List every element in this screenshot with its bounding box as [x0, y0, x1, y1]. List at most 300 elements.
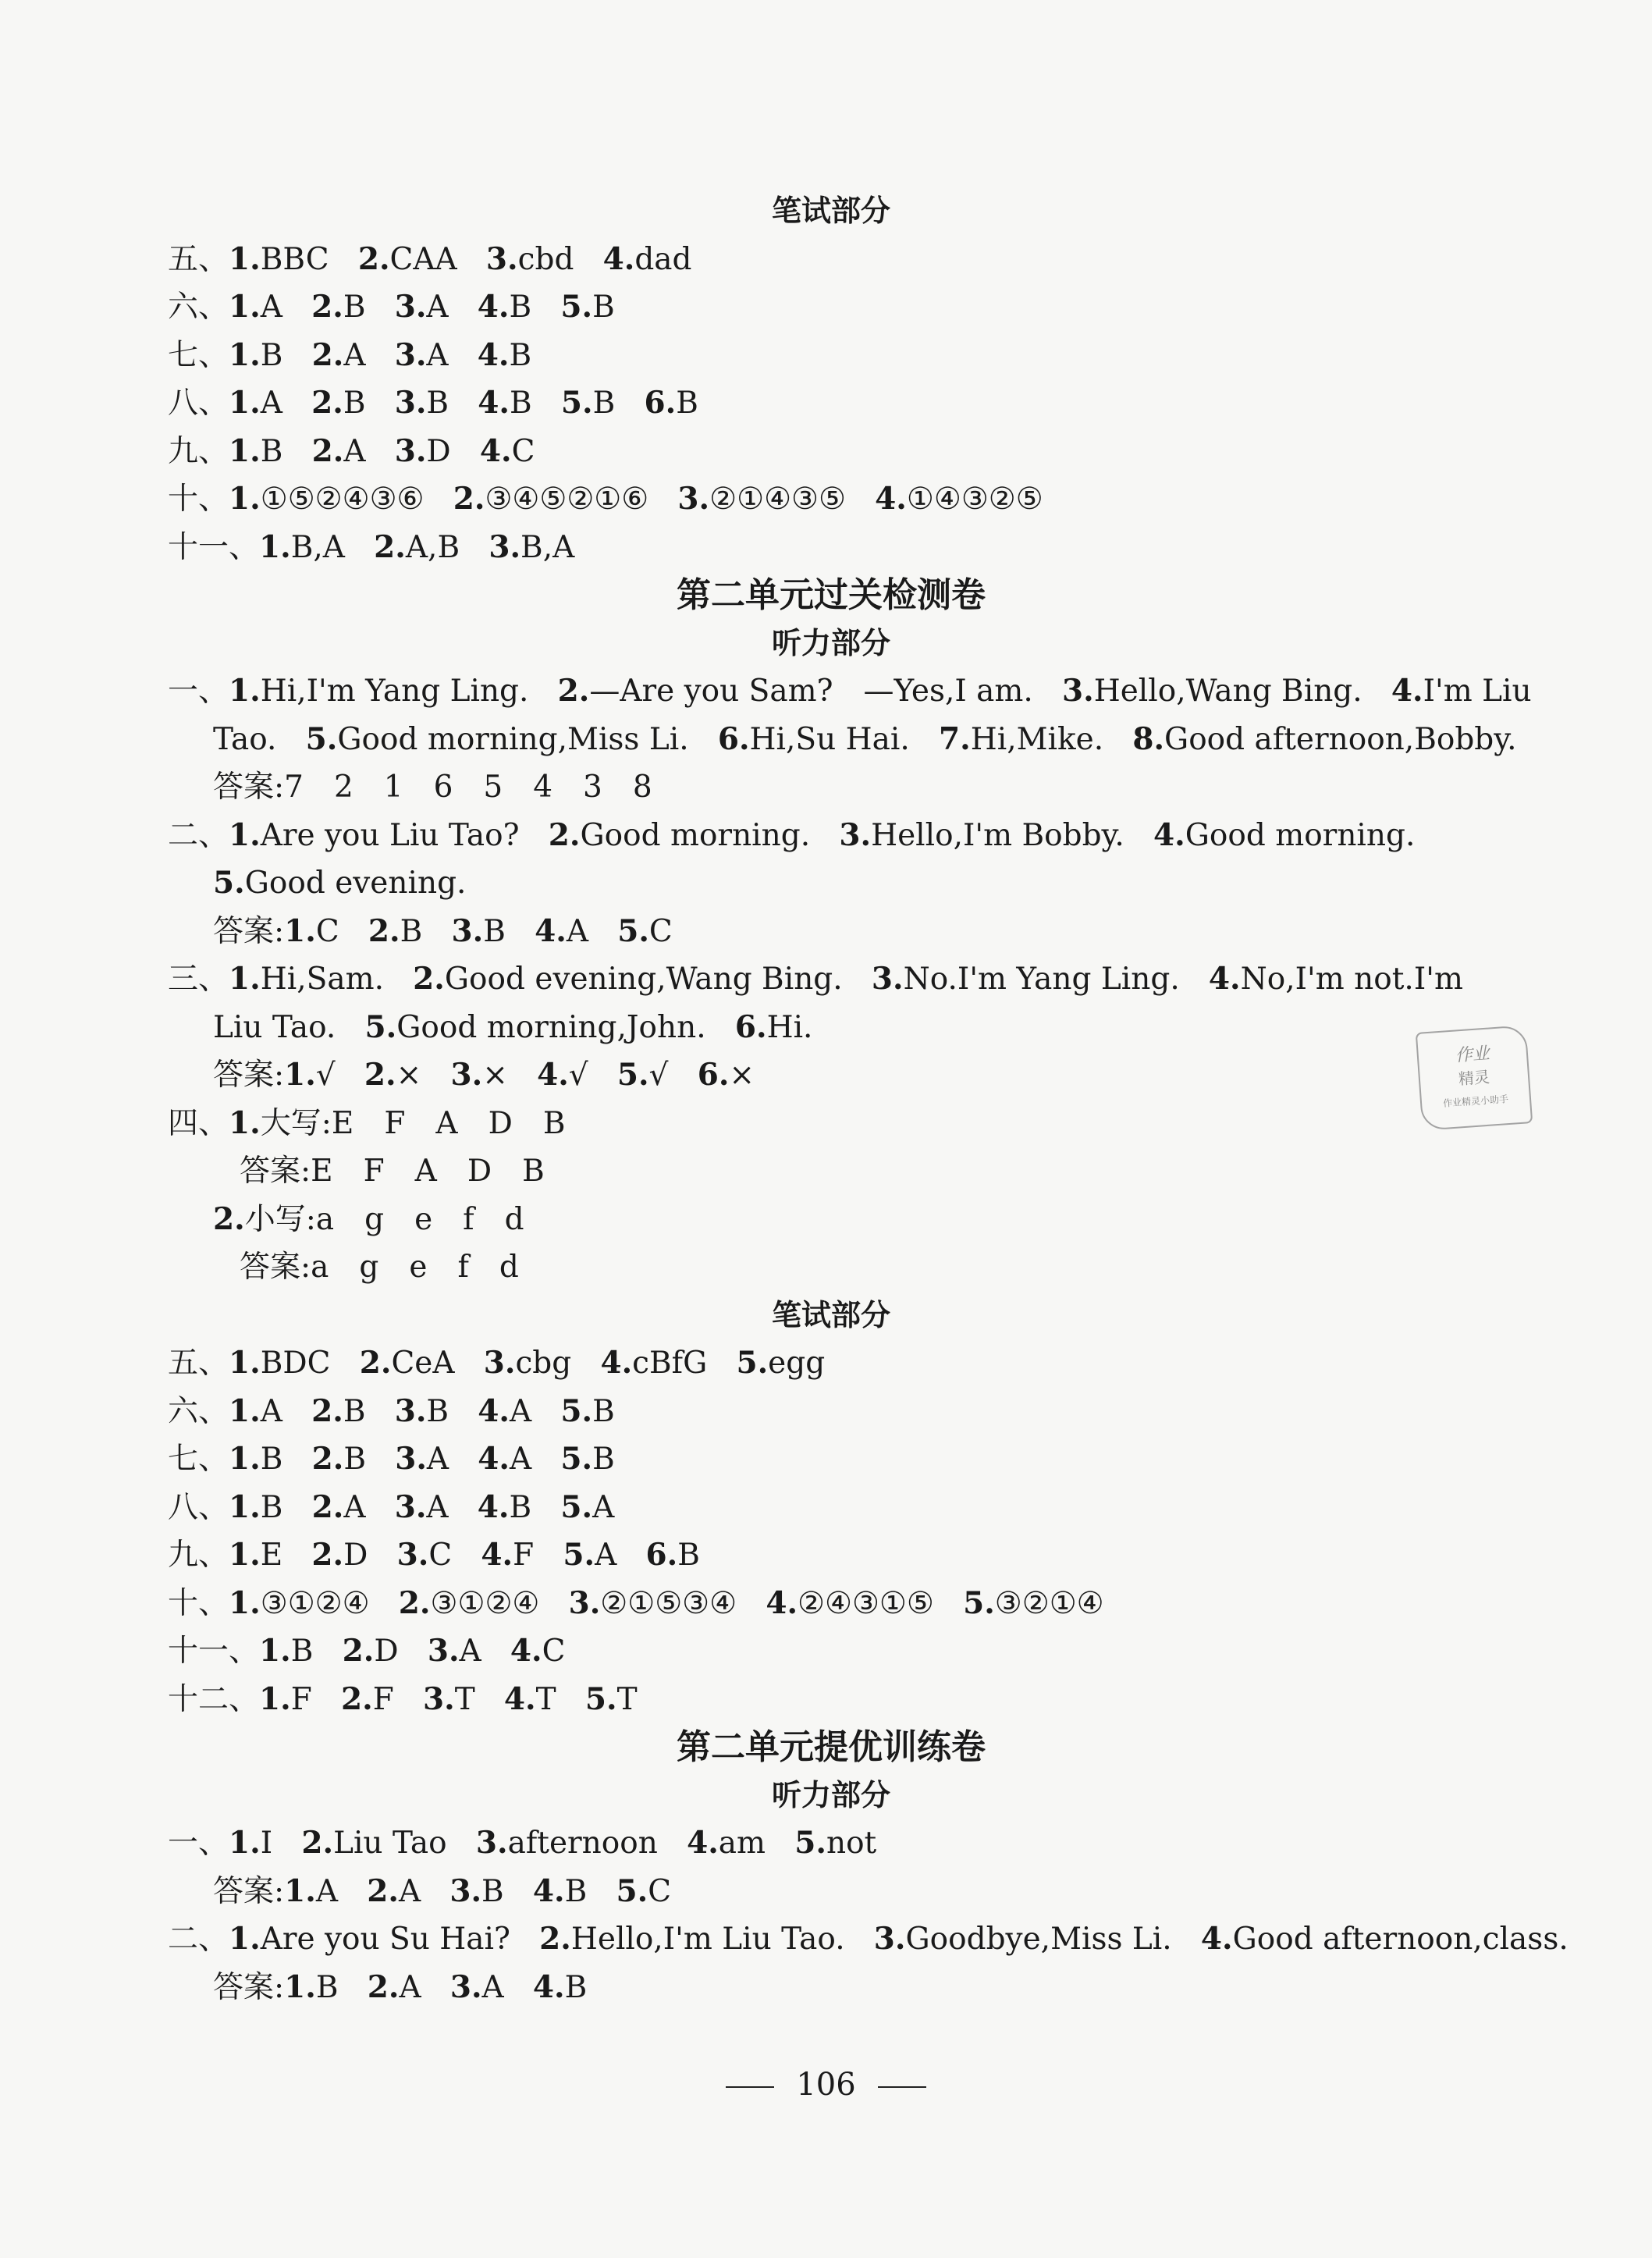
answer-line: [168, 332, 1494, 380]
answer-item: [229, 1586, 370, 1621]
answer-item: [585, 1682, 638, 1717]
answer-line: [168, 812, 1494, 860]
question-prefix: 十一、: [168, 529, 260, 565]
item-text: Hi,I'm Yang Ling.: [260, 674, 529, 709]
item-text: B: [343, 290, 366, 325]
answer-item: [478, 338, 531, 373]
item-text: CAA: [389, 241, 457, 277]
item-number: 1.: [284, 1057, 316, 1093]
question-prefix: 十、: [168, 1585, 229, 1621]
item-text: ③①②④: [430, 1585, 540, 1621]
answer-item: [358, 242, 457, 277]
answer-item: [306, 722, 689, 757]
answer-item: [395, 1394, 449, 1429]
item-number: 4.: [535, 912, 567, 949]
item-number: 4.: [1391, 673, 1423, 709]
item-text: √: [568, 1058, 588, 1093]
answer-line: [168, 1051, 1494, 1100]
item-number: 4.: [532, 1872, 565, 1909]
question-prefix: 四、: [168, 1105, 229, 1141]
answer-item: [368, 914, 422, 949]
answer-item: [718, 722, 910, 757]
question-prefix: 答案:: [213, 913, 285, 949]
item-number: 2.: [311, 1488, 344, 1525]
section-heading: 听力部分: [771, 625, 890, 660]
item-text: E: [260, 1538, 283, 1573]
item-text: Hi,Su Hai.: [749, 721, 910, 757]
answer-item: [311, 1154, 545, 1189]
item-text: Good afternoon,class.: [1232, 1922, 1569, 1957]
item-text: I: [260, 1826, 273, 1861]
item-number: 4.: [602, 240, 635, 277]
item-text: cbg: [515, 1346, 572, 1381]
item-text: Good morning.: [1185, 817, 1416, 853]
question-prefix: 三、: [168, 962, 229, 997]
answer-item: [395, 1442, 449, 1477]
answer-line: [168, 1147, 1494, 1196]
item-text: Are you Liu Tao?: [260, 817, 520, 853]
answer-line: [168, 1339, 1494, 1388]
answer-item: [478, 386, 531, 421]
item-text: Hi.: [766, 1009, 813, 1045]
answer-item: [560, 290, 614, 325]
item-number: 6.: [644, 385, 677, 421]
item-text: cBfG: [632, 1346, 708, 1381]
answer-item: [549, 818, 810, 853]
item-text: ②④③①⑤: [798, 1585, 934, 1621]
item-text: Good evening.: [244, 866, 467, 901]
question-prefix: 五、: [168, 1346, 229, 1381]
item-number: 5.: [213, 865, 245, 901]
item-number: 5.: [560, 1392, 593, 1429]
item-text: √: [315, 1058, 336, 1093]
item-text: T: [616, 1681, 638, 1717]
item-text: 小写:a g e f d: [244, 1201, 524, 1237]
item-number: 5.: [616, 1057, 649, 1093]
item-number: 2.: [341, 1680, 373, 1717]
item-number: 1.: [229, 1825, 261, 1861]
answer-item: [360, 1346, 455, 1381]
item-text: Hello,I'm Liu Tao.: [570, 1922, 845, 1957]
answer-item: [874, 1922, 1172, 1957]
item-text: B: [483, 913, 506, 949]
answer-item: [229, 1346, 331, 1381]
answer-item: [374, 530, 460, 565]
answer-line: [168, 379, 1494, 428]
item-number: 2.: [357, 240, 390, 277]
item-number: 2.: [548, 816, 581, 853]
item-number: 5.: [736, 1345, 769, 1381]
answer-item: [213, 866, 466, 901]
answer-line: [168, 524, 1494, 572]
item-text: A: [260, 290, 282, 325]
answer-item: [229, 1106, 565, 1141]
item-text: F: [513, 1538, 535, 1573]
item-text: E F A D B: [311, 1154, 545, 1189]
item-text: ×: [482, 1058, 508, 1093]
item-text: A: [426, 1489, 449, 1525]
answer-line: [168, 955, 1494, 1004]
item-text: A: [481, 1969, 504, 2005]
question-prefix: 五、: [168, 241, 229, 277]
question-prefix: 答案:: [240, 1154, 311, 1189]
item-number: 3.: [451, 912, 484, 949]
item-number: 2.: [213, 1200, 245, 1237]
answer-item: [563, 1538, 616, 1573]
item-number: 8.: [1132, 720, 1165, 757]
item-number: 2.: [311, 1537, 344, 1573]
answer-item: [395, 386, 449, 421]
item-text: B: [676, 386, 698, 421]
answer-line: [168, 1435, 1494, 1484]
section-heading: 第二单元过关检测卷: [677, 575, 986, 615]
item-text: Liu Tao: [333, 1826, 447, 1861]
answer-item: [395, 290, 449, 325]
item-number: 3.: [485, 240, 518, 277]
item-text: ②①④③⑤: [709, 482, 846, 517]
item-number: 4.: [479, 432, 512, 469]
item-text: Are you Su Hai?: [260, 1922, 510, 1957]
item-number: 2.: [359, 1345, 392, 1381]
item-number: 5.: [794, 1825, 826, 1861]
answer-item: [1209, 962, 1463, 997]
item-number: 2.: [367, 1968, 400, 2005]
answer-item: [395, 1490, 449, 1525]
answer-line: [168, 1004, 1494, 1052]
item-text: B: [592, 1393, 615, 1429]
answer-item: [312, 338, 366, 373]
item-number: 3.: [394, 385, 427, 421]
item-number: 2.: [301, 1825, 334, 1861]
answer-item: [481, 1538, 534, 1573]
answer-line: [168, 1243, 1494, 1292]
item-text: BDC: [260, 1346, 331, 1381]
answer-item: [312, 1442, 366, 1477]
question-prefix: 十一、: [168, 1634, 260, 1669]
answer-item: [735, 1010, 813, 1045]
answer-item: [229, 1394, 282, 1429]
answer-item: [569, 1586, 737, 1621]
answer-item: [488, 530, 574, 565]
item-text: 7 2 1 6 5 4 3 8: [284, 770, 652, 805]
answer-line: [168, 763, 1494, 812]
answer-item: [259, 530, 345, 565]
item-text: Hi,Sam.: [260, 962, 384, 997]
item-number: 2.: [413, 961, 445, 997]
item-number: 4.: [481, 1537, 513, 1573]
footer-dash-left: [726, 2086, 774, 2088]
answer-item: [229, 290, 282, 325]
item-number: 3.: [475, 1825, 508, 1861]
item-number: 2.: [367, 1872, 399, 1909]
item-number: 4.: [503, 1680, 536, 1717]
item-number: 1.: [229, 240, 261, 277]
question-prefix: 六、: [168, 290, 229, 325]
answer-item: [213, 722, 276, 757]
item-number: 3.: [873, 1921, 906, 1957]
answer-item: [484, 1346, 572, 1381]
item-number: 1.: [229, 385, 261, 421]
item-text: No,I'm not.I'm: [1240, 962, 1463, 997]
item-text: A: [595, 1538, 617, 1573]
answer-item: [486, 242, 574, 277]
item-number: 4.: [477, 289, 510, 325]
item-text: CeA: [391, 1346, 455, 1381]
answer-item: [423, 1682, 475, 1717]
item-text: ×: [396, 1058, 422, 1093]
question-prefix: 十二、: [168, 1681, 260, 1717]
item-text: Hello,I'm Bobby.: [871, 817, 1124, 853]
item-number: 3.: [450, 1057, 483, 1093]
item-number: 1.: [229, 432, 261, 469]
item-text: B: [677, 1538, 700, 1573]
item-text: C: [542, 1634, 566, 1669]
answer-item: [312, 1490, 366, 1525]
answer-line: [168, 236, 1494, 284]
item-text: egg: [768, 1346, 826, 1381]
item-text: a g e f d: [311, 1250, 519, 1285]
item-text: afternoon: [507, 1826, 658, 1861]
item-text: F: [290, 1681, 312, 1717]
item-number: 5.: [616, 1872, 648, 1909]
answer-item: [963, 1586, 1104, 1621]
answer-line: [168, 475, 1494, 524]
item-number: 1.: [229, 481, 261, 517]
question-prefix: 二、: [168, 1922, 229, 1957]
question-prefix: 答案:: [213, 1873, 285, 1909]
answer-line: [168, 1531, 1494, 1580]
item-number: 3.: [422, 1680, 455, 1717]
answer-line: [168, 1196, 1494, 1244]
answer-item: [839, 818, 1124, 853]
item-text: ×: [729, 1058, 755, 1093]
answer-item: [229, 1826, 272, 1861]
item-text: Good afternoon,Bobby.: [1164, 721, 1517, 757]
answer-item: [312, 434, 366, 469]
page-footer: [0, 2067, 1652, 2103]
item-text: C: [315, 913, 339, 949]
answer-line: [168, 1388, 1494, 1436]
item-number: 7.: [939, 720, 971, 757]
answer-item: [395, 338, 449, 373]
answer-item: [365, 1010, 706, 1045]
item-text: B: [260, 1442, 283, 1477]
item-text: C: [648, 913, 673, 949]
answer-item: [1201, 1922, 1569, 1957]
item-number: 2.: [311, 1441, 344, 1477]
answer-item: [284, 914, 339, 949]
answer-item: [259, 1634, 313, 1669]
answer-item: [560, 1442, 614, 1477]
item-number: 5.: [560, 385, 593, 421]
item-text: A: [510, 1393, 532, 1429]
question-prefix: 六、: [168, 1393, 229, 1429]
answer-line: [168, 1915, 1569, 1964]
answer-item: [213, 1010, 336, 1045]
item-number: 5.: [364, 1008, 397, 1045]
answer-item: [311, 290, 365, 325]
item-number: 1.: [229, 1488, 261, 1525]
answer-item: [364, 1058, 421, 1093]
answer-line: [168, 1676, 1494, 1724]
answer-item: [397, 1538, 453, 1573]
item-text: B: [260, 433, 283, 469]
item-number: 1.: [229, 1921, 261, 1957]
item-number: 1.: [284, 1872, 316, 1909]
item-number: 4.: [510, 1633, 542, 1669]
answer-item: [478, 1490, 531, 1525]
item-text: Hi,Mike.: [970, 721, 1104, 757]
item-text: Tao.: [213, 721, 277, 757]
item-text: ②①⑤③④: [600, 1585, 737, 1621]
item-text: B: [509, 337, 532, 373]
homework-app-watermark: 作业 精灵 作业精灵小助手: [1416, 1025, 1533, 1131]
item-text: Good morning,Miss Li.: [337, 721, 689, 757]
item-number: 3.: [396, 1537, 429, 1573]
item-number: 4.: [875, 481, 907, 517]
answer-item: [453, 482, 649, 517]
question-prefix: 一、: [168, 1826, 229, 1861]
item-number: 1.: [229, 1104, 261, 1141]
item-text: A: [398, 1873, 421, 1909]
item-number: 3.: [394, 1392, 427, 1429]
answer-item: [311, 386, 365, 421]
item-text: F: [372, 1681, 394, 1717]
footer-dash-right: [878, 2086, 926, 2088]
item-text: Good evening,Wang Bing.: [444, 962, 843, 997]
answer-item: [284, 1874, 338, 1909]
item-text: No.I'm Yang Ling.: [903, 962, 1180, 997]
item-text: A: [399, 1969, 421, 2005]
answer-item: [229, 1442, 282, 1477]
item-number: 1.: [229, 1345, 261, 1381]
answer-item: [259, 1682, 312, 1717]
answer-line: [168, 716, 1517, 764]
item-number: 6.: [697, 1057, 730, 1093]
page-number: 106: [796, 2067, 856, 2103]
question-prefix: 答案:: [213, 770, 285, 805]
answer-item: [452, 914, 506, 949]
section-heading: 笔试部分: [771, 194, 890, 228]
item-number: 3.: [1062, 673, 1094, 709]
answer-item: [368, 1970, 421, 2005]
answer-item: [284, 770, 652, 805]
item-number: 4.: [478, 1392, 510, 1429]
item-number: 2.: [374, 528, 406, 565]
answer-item: [229, 1490, 282, 1525]
item-text: Goodbye,Miss Li.: [905, 1922, 1172, 1957]
item-text: —Are you Sam? —Yes,I am.: [589, 674, 1033, 709]
item-text: B: [343, 1442, 366, 1477]
item-text: B: [564, 1969, 588, 2005]
answer-item: [616, 1874, 672, 1909]
item-text: 大写:E F A D B: [260, 1105, 566, 1141]
question-prefix: 答案:: [213, 1969, 285, 2005]
item-number: 2.: [311, 432, 344, 469]
item-number: 5.: [560, 289, 593, 325]
answer-line: [168, 283, 1494, 332]
item-number: 1.: [229, 1584, 261, 1621]
answer-item: [229, 1922, 510, 1957]
item-number: 2.: [342, 1633, 375, 1669]
item-text: ①④③②⑤: [906, 482, 1043, 517]
question-prefix: 八、: [168, 1489, 229, 1525]
item-number: 6.: [717, 720, 750, 757]
item-text: A: [343, 1489, 366, 1525]
item-text: T: [454, 1681, 475, 1717]
item-text: C: [428, 1538, 453, 1573]
answer-item: [558, 674, 1033, 709]
answer-line: [168, 428, 1494, 476]
item-number: 3.: [449, 1872, 482, 1909]
item-text: C: [511, 433, 535, 469]
item-number: 1.: [284, 912, 316, 949]
item-number: 4.: [478, 1441, 510, 1477]
item-text: B: [509, 290, 532, 325]
item-text: A,B: [405, 529, 460, 565]
answer-item: [229, 338, 282, 373]
answer-item: [533, 1874, 587, 1909]
item-text: am: [718, 1826, 766, 1861]
answer-item: [617, 1058, 669, 1093]
answer-item: [736, 1346, 825, 1381]
item-text: B: [260, 1489, 283, 1525]
item-number: 4.: [1208, 961, 1241, 997]
answer-item: [478, 1394, 531, 1429]
answer-item: [533, 1970, 587, 2005]
answer-item: [617, 914, 673, 949]
item-number: 5.: [584, 1680, 617, 1717]
item-text: B,A: [290, 529, 345, 565]
answer-item: [645, 1538, 699, 1573]
answer-item: [450, 1970, 504, 2005]
item-number: 5.: [963, 1584, 995, 1621]
item-number: 2.: [311, 1392, 343, 1429]
answer-item: [561, 386, 615, 421]
answer-item: [311, 1394, 365, 1429]
item-text: A: [426, 1442, 449, 1477]
answer-item: [449, 1874, 503, 1909]
item-number: 3.: [483, 1345, 516, 1381]
item-number: 4.: [537, 1057, 569, 1093]
item-text: B: [564, 1873, 588, 1909]
answer-item: [875, 482, 1043, 517]
item-number: 4.: [1153, 816, 1185, 853]
item-number: 1.: [229, 1441, 261, 1477]
item-number: 4.: [766, 1584, 798, 1621]
item-text: B: [426, 1393, 449, 1429]
item-text: B: [510, 386, 532, 421]
answer-item: [600, 1346, 707, 1381]
item-number: 1.: [229, 673, 261, 709]
question-prefix: 七、: [168, 337, 229, 373]
item-number: 3.: [488, 528, 521, 565]
item-text: B: [343, 1393, 366, 1429]
item-text: Liu Tao.: [213, 1009, 336, 1045]
item-text: B: [592, 1442, 615, 1477]
item-text: I'm Liu: [1423, 674, 1532, 709]
item-number: 2.: [557, 673, 590, 709]
question-prefix: 答案:: [240, 1250, 311, 1285]
item-number: 2.: [311, 385, 343, 421]
item-number: 2.: [364, 1057, 396, 1093]
item-text: B: [315, 1969, 339, 2005]
answer-line: [168, 1484, 1494, 1532]
item-text: ③④⑤②①⑥: [485, 482, 649, 517]
item-number: 2.: [311, 336, 344, 373]
item-number: 2.: [539, 1921, 571, 1957]
item-text: A: [566, 913, 588, 949]
